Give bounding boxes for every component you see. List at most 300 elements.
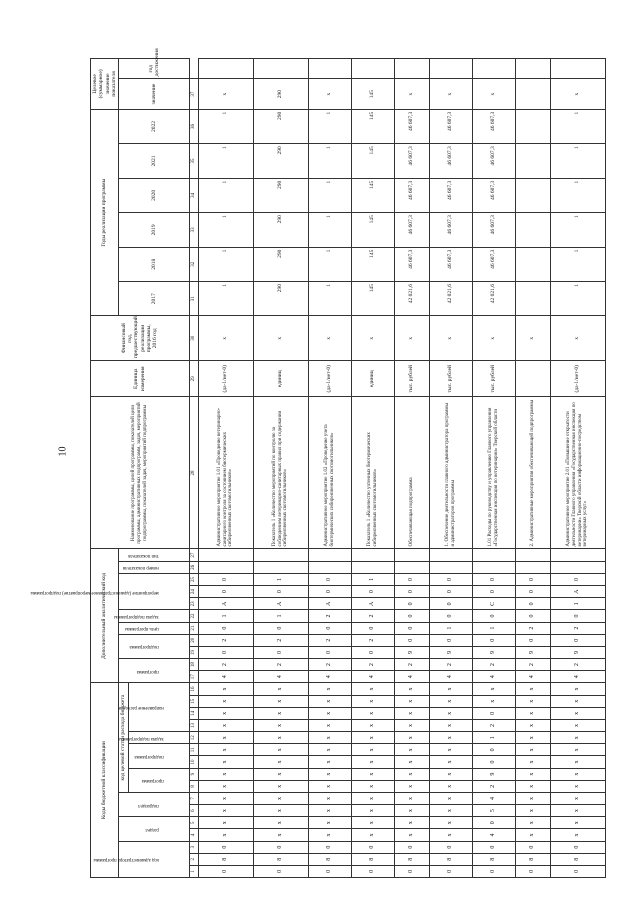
row-name: 2. Административные мероприятия обеспечивающей подпрограммы bbox=[515, 397, 550, 549]
year-value: 46 607,3 bbox=[429, 144, 472, 178]
year-value: 42 021,6 bbox=[429, 282, 472, 316]
year-value: 1 bbox=[550, 109, 605, 143]
code-digit: x bbox=[550, 805, 605, 817]
code-digit: x bbox=[253, 792, 308, 804]
code-digit: x bbox=[515, 683, 550, 695]
code-digit: А bbox=[351, 598, 394, 610]
code-digit: x bbox=[308, 719, 351, 731]
code-digit: 0 bbox=[351, 865, 394, 877]
year-value: 290 bbox=[253, 178, 308, 212]
year-value: 1 bbox=[198, 109, 253, 143]
column-number: 9 bbox=[189, 768, 198, 780]
code-digit: x bbox=[351, 744, 394, 756]
column-number: 22 bbox=[189, 610, 198, 622]
code-digit: 0 bbox=[472, 756, 515, 768]
code-digit: x bbox=[308, 756, 351, 768]
goal-header: цель программы bbox=[119, 622, 189, 634]
code-digit: 2 bbox=[351, 610, 394, 622]
code-digit: 2 bbox=[308, 610, 351, 622]
target-value: x bbox=[308, 79, 351, 109]
code-digit: 0 bbox=[550, 841, 605, 853]
code-digit: x bbox=[394, 744, 429, 756]
code-digit bbox=[308, 561, 351, 573]
column-number: 34 bbox=[189, 178, 198, 212]
target-value: x bbox=[550, 79, 605, 109]
code-digit: x bbox=[308, 817, 351, 829]
code-digit: x bbox=[472, 683, 515, 695]
code-digit: 2 bbox=[351, 634, 394, 646]
code-digit: x bbox=[253, 744, 308, 756]
year-value bbox=[515, 247, 550, 281]
code-digit: x bbox=[198, 805, 253, 817]
row-name: 1.01 Расходы по руководству и управлению Главного управления «Государственная инспекция по ветеринарии» Тверской области bbox=[472, 397, 515, 549]
code-digit: 0 bbox=[515, 586, 550, 598]
code-digit: 4 bbox=[198, 671, 253, 683]
code-digit: x bbox=[429, 719, 472, 731]
code-digit: 8 bbox=[308, 853, 351, 865]
target-value bbox=[515, 79, 550, 109]
year-value: 1 bbox=[198, 282, 253, 316]
code-digit: x bbox=[515, 756, 550, 768]
column-number: 23 bbox=[189, 598, 198, 610]
code-digit: x bbox=[198, 744, 253, 756]
code-digit: x bbox=[550, 756, 605, 768]
code-digit: 0 bbox=[308, 841, 351, 853]
column-number: 32 bbox=[189, 247, 198, 281]
column-number: 14 bbox=[189, 707, 198, 719]
code-digit: x bbox=[253, 756, 308, 768]
code-digit: x bbox=[429, 683, 472, 695]
code-digit bbox=[253, 561, 308, 573]
code-digit: x bbox=[308, 780, 351, 792]
code-digit: 1 bbox=[253, 610, 308, 622]
code-digit: 4 bbox=[351, 671, 394, 683]
target-header: Целевое (суммарное) значение показателя bbox=[91, 59, 119, 110]
code-digit: С bbox=[472, 598, 515, 610]
code-digit: x bbox=[550, 744, 605, 756]
row-fin-year: x bbox=[472, 316, 515, 361]
year-value: 46 607,3 bbox=[429, 213, 472, 247]
rotated-table-page bbox=[30, 48, 625, 878]
row-fin-year: x bbox=[198, 316, 253, 361]
code-digit: x bbox=[515, 744, 550, 756]
row-unit bbox=[515, 361, 550, 397]
code-digit: 4 bbox=[308, 671, 351, 683]
column-number: 35 bbox=[189, 144, 198, 178]
direction-code-header: направление расходов bbox=[128, 683, 189, 732]
code-digit: x bbox=[429, 744, 472, 756]
table-row bbox=[253, 59, 308, 878]
code-digit bbox=[198, 549, 253, 561]
year-value: 145 bbox=[351, 282, 394, 316]
year-value: 46 607,3 bbox=[429, 178, 472, 212]
code-digit: x bbox=[351, 719, 394, 731]
code-digit: 0 bbox=[472, 841, 515, 853]
code-digit: x bbox=[429, 780, 472, 792]
target-value: x bbox=[429, 79, 472, 109]
code-digit: x bbox=[394, 817, 429, 829]
year-2019: 2019 bbox=[119, 213, 189, 247]
years-header: Годы реализации программы bbox=[91, 109, 119, 316]
code-digit: 9 bbox=[472, 768, 515, 780]
table-row bbox=[308, 59, 351, 878]
target-value: x bbox=[198, 79, 253, 109]
year-value: 46 607,3 bbox=[394, 144, 429, 178]
code-digit: 9 bbox=[472, 646, 515, 658]
code-digit: x bbox=[253, 695, 308, 707]
code-digit: А bbox=[198, 598, 253, 610]
code-digit: x bbox=[550, 792, 605, 804]
code-digit: x bbox=[550, 817, 605, 829]
code-digit: x bbox=[351, 780, 394, 792]
code-digit: x bbox=[394, 695, 429, 707]
target-year bbox=[550, 59, 605, 79]
row-unit: (да-1/нет-0) bbox=[198, 361, 253, 397]
code-digit: x bbox=[308, 683, 351, 695]
year-2022: 2022 bbox=[119, 109, 189, 143]
code-digit: 0 bbox=[429, 586, 472, 598]
code-digit: 8 bbox=[550, 853, 605, 865]
code-digit: А bbox=[253, 598, 308, 610]
code-digit: 2 bbox=[198, 634, 253, 646]
year-value: 290 bbox=[253, 247, 308, 281]
code-digit: x bbox=[429, 829, 472, 841]
year-value: 1 bbox=[308, 282, 351, 316]
year-value: 1 bbox=[550, 178, 605, 212]
code-digit: 0 bbox=[198, 622, 253, 634]
year-value: 290 bbox=[253, 213, 308, 247]
year-value bbox=[515, 282, 550, 316]
code-digit: x bbox=[515, 817, 550, 829]
column-numbers-row bbox=[189, 59, 198, 878]
code-digit: x bbox=[351, 732, 394, 744]
code-digit: 0 bbox=[198, 586, 253, 598]
code-digit: x bbox=[308, 732, 351, 744]
row-unit: тыс. рублей bbox=[429, 361, 472, 397]
row-fin-year: x bbox=[515, 316, 550, 361]
code-digit: x bbox=[198, 768, 253, 780]
code-digit: 0 bbox=[394, 598, 429, 610]
column-number: 8 bbox=[189, 780, 198, 792]
column-number: 30 bbox=[189, 316, 198, 361]
row-unit: единиц bbox=[351, 361, 394, 397]
code-digit: 0 bbox=[472, 610, 515, 622]
year-value: 145 bbox=[351, 213, 394, 247]
column-number: 4 bbox=[189, 829, 198, 841]
year-value bbox=[515, 144, 550, 178]
row-name: 1. Обеспечение деятельности главного администратора программы и администраторов программы bbox=[429, 397, 472, 549]
extra-program-header: программа bbox=[119, 659, 189, 683]
code-digit: x bbox=[198, 732, 253, 744]
code-digit: x bbox=[550, 780, 605, 792]
code-digit: 0 bbox=[253, 865, 308, 877]
code-digit: 2 bbox=[472, 659, 515, 671]
code-digit: 2 bbox=[515, 659, 550, 671]
code-digit: x bbox=[515, 792, 550, 804]
extra-codes-header: Дополнительный аналитический код bbox=[91, 549, 119, 683]
code-digit: x bbox=[351, 829, 394, 841]
code-digit: x bbox=[351, 683, 394, 695]
unit-header: Единица измерения bbox=[91, 361, 190, 397]
code-digit: 8 bbox=[253, 853, 308, 865]
indicator-number-header: номер показателя bbox=[119, 561, 189, 573]
target-value: 290 bbox=[253, 79, 308, 109]
code-digit: 0 bbox=[472, 586, 515, 598]
code-digit: x bbox=[550, 768, 605, 780]
year-value: 145 bbox=[351, 109, 394, 143]
code-digit: 0 bbox=[198, 841, 253, 853]
subsection-header: подраздел bbox=[119, 792, 189, 816]
code-digit: А bbox=[308, 598, 351, 610]
target-value: x bbox=[394, 79, 429, 109]
code-digit: x bbox=[429, 768, 472, 780]
code-digit: 1 bbox=[472, 622, 515, 634]
page-number: 10 bbox=[57, 446, 69, 457]
column-number: 15 bbox=[189, 695, 198, 707]
code-digit: x bbox=[198, 817, 253, 829]
code-digit: x bbox=[550, 707, 605, 719]
code-digit: x bbox=[198, 695, 253, 707]
code-digit: 9 bbox=[429, 646, 472, 658]
year-value: 46 607,3 bbox=[429, 247, 472, 281]
code-digit: x bbox=[253, 707, 308, 719]
column-number: 20 bbox=[189, 634, 198, 646]
code-digit: x bbox=[308, 829, 351, 841]
code-digit: 0 bbox=[308, 573, 351, 585]
row-unit: (да-1/нет-0) bbox=[308, 361, 351, 397]
year-value: 46 607,3 bbox=[472, 144, 515, 178]
code-digit: x bbox=[394, 829, 429, 841]
code-digit: x bbox=[550, 829, 605, 841]
code-digit: 0 bbox=[515, 598, 550, 610]
code-digit: 0 bbox=[394, 865, 429, 877]
year-2021: 2021 bbox=[119, 144, 189, 178]
code-digit: x bbox=[253, 817, 308, 829]
code-digit: x bbox=[308, 768, 351, 780]
row-fin-year: x bbox=[394, 316, 429, 361]
code-digit: 0 bbox=[394, 610, 429, 622]
row-name: Административное мероприятие 1.01 «Проведение ветеринарно-санитарного контроля за состоянием биотермических сибиреязвенных скотомогильников» bbox=[198, 397, 253, 549]
table-row bbox=[351, 59, 394, 878]
code-digit: 4 bbox=[550, 671, 605, 683]
code-digit: 0 bbox=[472, 707, 515, 719]
code-digit: 4 bbox=[515, 671, 550, 683]
subprogram-code-header: подпрограмма bbox=[128, 744, 189, 768]
code-digit: 2 bbox=[472, 719, 515, 731]
code-digit: 8 bbox=[429, 853, 472, 865]
code-digit: x bbox=[550, 732, 605, 744]
code-digit: x bbox=[394, 756, 429, 768]
subtask-header: задача подпрограммы bbox=[119, 610, 189, 622]
code-digit: 1 bbox=[550, 598, 605, 610]
code-digit: x bbox=[515, 805, 550, 817]
code-digit: 0 bbox=[472, 573, 515, 585]
section-header: раздел bbox=[119, 817, 189, 841]
code-digit: x bbox=[394, 780, 429, 792]
code-digit: x bbox=[308, 744, 351, 756]
year-value bbox=[515, 213, 550, 247]
code-digit: А bbox=[550, 586, 605, 598]
code-digit: x bbox=[429, 756, 472, 768]
column-number: 31 bbox=[189, 282, 198, 316]
column-number: 3 bbox=[189, 841, 198, 853]
code-digit: 8 bbox=[198, 853, 253, 865]
year-value: 1 bbox=[308, 109, 351, 143]
column-number: 21 bbox=[189, 622, 198, 634]
code-digit: x bbox=[351, 707, 394, 719]
code-digit: 1 bbox=[351, 573, 394, 585]
year-value: 1 bbox=[550, 144, 605, 178]
task-code-header: задача подпрограммы bbox=[128, 732, 189, 744]
code-digit: x bbox=[351, 695, 394, 707]
year-value: 290 bbox=[253, 144, 308, 178]
code-digit: x bbox=[198, 756, 253, 768]
code-digit: 8 bbox=[394, 853, 429, 865]
target-year bbox=[515, 59, 550, 79]
code-digit: 1 bbox=[429, 622, 472, 634]
year-value: 1 bbox=[550, 213, 605, 247]
column-number: 5 bbox=[189, 817, 198, 829]
code-digit: x bbox=[253, 719, 308, 731]
column-number: 18 bbox=[189, 659, 198, 671]
code-digit: 2 bbox=[394, 659, 429, 671]
code-digit: 2 bbox=[550, 622, 605, 634]
code-digit: x bbox=[515, 695, 550, 707]
code-digit: x bbox=[253, 805, 308, 817]
year-2017: 2017 bbox=[119, 282, 189, 316]
year-value: 1 bbox=[198, 178, 253, 212]
code-digit: 0 bbox=[472, 865, 515, 877]
code-digit: 2 bbox=[308, 634, 351, 646]
code-digit: 4 bbox=[472, 671, 515, 683]
year-value bbox=[515, 178, 550, 212]
row-fin-year: x bbox=[550, 316, 605, 361]
target-year bbox=[351, 59, 394, 79]
code-digit: x bbox=[351, 817, 394, 829]
code-digit: x bbox=[394, 805, 429, 817]
year-value: 1 bbox=[308, 178, 351, 212]
year-value: 1 bbox=[550, 282, 605, 316]
code-digit: x bbox=[550, 683, 605, 695]
code-digit: x bbox=[429, 805, 472, 817]
code-digit: 0 bbox=[429, 573, 472, 585]
code-digit: 0 bbox=[515, 573, 550, 585]
year-value: 46 607,3 bbox=[472, 247, 515, 281]
column-number: 37 bbox=[189, 79, 198, 109]
code-digit: x bbox=[515, 732, 550, 744]
target-value: 145 bbox=[351, 79, 394, 109]
code-digit: x bbox=[394, 707, 429, 719]
code-digit: x bbox=[198, 719, 253, 731]
code-digit: x bbox=[515, 707, 550, 719]
year-value: 46 607,3 bbox=[394, 247, 429, 281]
code-digit: 0 bbox=[394, 622, 429, 634]
code-digit: 0 bbox=[550, 573, 605, 585]
code-digit: 4 bbox=[394, 671, 429, 683]
year-value: 290 bbox=[253, 109, 308, 143]
code-digit: x bbox=[198, 707, 253, 719]
code-digit: 2 bbox=[253, 634, 308, 646]
code-digit: x bbox=[253, 780, 308, 792]
name-column-header: Наименование программы, целей программы, показателей цели программы, административных подпрограмм, задач, мероприятий подпрограммы, показателей задач, мероприятий подпрограммы bbox=[91, 397, 190, 549]
target-year bbox=[253, 59, 308, 79]
code-digit: 0 bbox=[472, 744, 515, 756]
code-digit: x bbox=[198, 829, 253, 841]
row-unit: единиц bbox=[253, 361, 308, 397]
code-digit: x bbox=[394, 732, 429, 744]
code-digit: x bbox=[394, 683, 429, 695]
column-number: 7 bbox=[189, 792, 198, 804]
table-row bbox=[429, 59, 472, 878]
code-digit: 0 bbox=[429, 598, 472, 610]
code-digit: 0 bbox=[550, 865, 605, 877]
code-digit: x bbox=[198, 792, 253, 804]
code-digit: 0 bbox=[351, 841, 394, 853]
target-year bbox=[429, 59, 472, 79]
code-digit: 4 bbox=[429, 671, 472, 683]
row-fin-year: x bbox=[308, 316, 351, 361]
code-digit: x bbox=[308, 707, 351, 719]
code-digit: 2 bbox=[472, 780, 515, 792]
column-number: 1 bbox=[189, 865, 198, 877]
code-digit bbox=[472, 561, 515, 573]
column-number: 12 bbox=[189, 732, 198, 744]
table-row bbox=[394, 59, 429, 878]
code-digit: 0 bbox=[253, 586, 308, 598]
code-digit: x bbox=[198, 683, 253, 695]
table-row bbox=[515, 59, 550, 878]
column-number: 11 bbox=[189, 744, 198, 756]
code-digit: x bbox=[198, 780, 253, 792]
target-year bbox=[308, 59, 351, 79]
code-digit: x bbox=[253, 732, 308, 744]
code-digit: 8 bbox=[351, 853, 394, 865]
row-name: Обеспечивающая подпрограмма bbox=[394, 397, 429, 549]
column-number: 17 bbox=[189, 671, 198, 683]
code-digit: 0 bbox=[351, 622, 394, 634]
code-digit bbox=[198, 561, 253, 573]
budget-codes-header: Коды бюджетной классификации bbox=[91, 683, 119, 878]
target-year-header: год достижения bbox=[119, 59, 189, 79]
code-digit: 2 bbox=[351, 659, 394, 671]
code-digit: 0 bbox=[472, 817, 515, 829]
code-digit: 1 bbox=[472, 732, 515, 744]
code-digit: 0 bbox=[308, 646, 351, 658]
year-value: 46 607,3 bbox=[394, 213, 429, 247]
code-digit: x bbox=[394, 792, 429, 804]
code-digit: 5 bbox=[472, 805, 515, 817]
code-digit: x bbox=[308, 695, 351, 707]
year-value: 145 bbox=[351, 144, 394, 178]
row-unit: тыс. рублей bbox=[394, 361, 429, 397]
code-digit: 0 bbox=[515, 634, 550, 646]
code-digit: 0 bbox=[429, 634, 472, 646]
code-digit: 0 bbox=[253, 622, 308, 634]
code-digit: 0 bbox=[394, 586, 429, 598]
code-digit: 9 bbox=[550, 646, 605, 658]
target-year bbox=[472, 59, 515, 79]
code-digit: 0 bbox=[515, 610, 550, 622]
table-row bbox=[550, 59, 605, 878]
column-number: 6 bbox=[189, 805, 198, 817]
target-value: x bbox=[472, 79, 515, 109]
column-number: 24 bbox=[189, 586, 198, 598]
code-digit: 0 bbox=[429, 610, 472, 622]
code-digit: x bbox=[429, 817, 472, 829]
column-number: 10 bbox=[189, 756, 198, 768]
column-number: 19 bbox=[189, 646, 198, 658]
code-digit: 0 bbox=[394, 573, 429, 585]
